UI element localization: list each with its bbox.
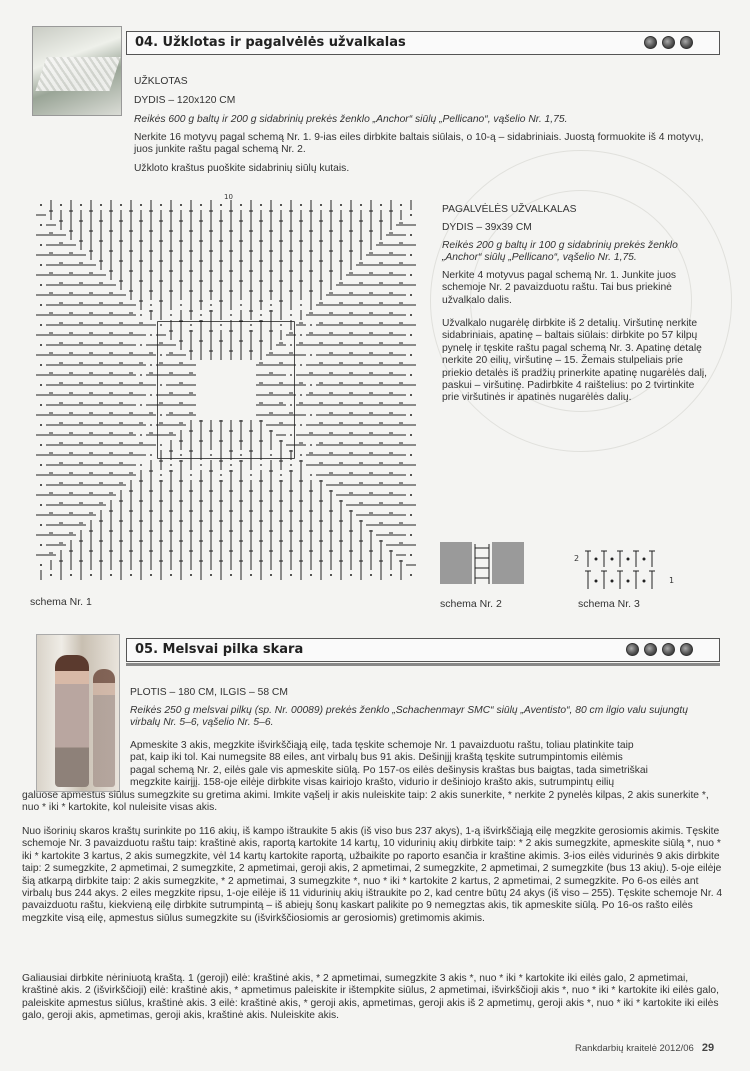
chart-symbol [250, 574, 252, 576]
chart-symbol [410, 334, 412, 336]
chart-symbol [410, 394, 412, 396]
chart-symbol [210, 304, 212, 306]
chart-symbol [40, 224, 42, 226]
chart-symbol [300, 424, 302, 426]
chart-symbol [410, 474, 412, 476]
chart-symbol [170, 464, 172, 466]
chart-symbol [380, 204, 382, 206]
chart-symbol [410, 494, 412, 496]
chart-symbol [627, 558, 629, 560]
chart-symbol [240, 204, 242, 206]
chart-symbol [290, 314, 292, 316]
chart-symbol [140, 344, 142, 346]
page-footer [575, 1042, 714, 1054]
chart-symbol [220, 324, 222, 326]
chart-symbol [320, 204, 322, 206]
chart-symbol [410, 274, 412, 276]
chart-symbol [310, 474, 312, 476]
difficulty-dot [662, 36, 675, 49]
chart-symbol [40, 484, 42, 486]
chart-symbol [410, 574, 412, 576]
chart-symbol [360, 204, 362, 206]
shawl-photo [36, 634, 120, 792]
chart-symbol [120, 204, 122, 206]
blanket-photo [32, 26, 122, 116]
chart-symbol [90, 574, 92, 576]
chart-symbol [310, 324, 312, 326]
chart-symbol [280, 324, 282, 326]
chart-symbol [150, 304, 152, 306]
shawl-intro-paragraph [130, 740, 725, 790]
chart-symbol [290, 464, 292, 466]
chart-symbol [270, 574, 272, 576]
chart-symbol [40, 244, 42, 246]
chart-symbol [180, 204, 182, 206]
blanket-size: DYDIS – 120x120 CM [134, 95, 236, 106]
shawl-size: PLOTIS – 180 CM, ILGIS – 58 CM [130, 687, 288, 698]
chart-symbol [410, 374, 412, 376]
blanket-instructions: Nerkite 16 motyvų pagal schemą Nr. 1. 9-ias eiles dirbkite baltais siūlais, o 10-ą – sidabriniais. Juostą formuokite iš 4 motyvų, juos junkite raštu pagal schemą Nr. 2. [134, 132, 704, 156]
shawl-materials: Reikės 250 g melsvai pilkų (sp. Nr. 00089) prekės ženklo „Schachenmayr SMC“ siūlų „Aventisto“, 80 cm ilgio valu sujungtų virbalų Nr. 5–6, vąšelio Nr. 5–6. [130, 705, 688, 729]
chart-symbol [230, 464, 232, 466]
difficulty-rating [644, 36, 693, 49]
chart-row-number: 1 [669, 576, 675, 585]
chart-symbol [100, 204, 102, 206]
chart-symbol [260, 314, 262, 316]
chart-symbol [330, 574, 332, 576]
pillow-back-instructions: Užvalkalo nugarėlę dirbkite iš 2 detalių. Viršutinę nerkite sidabriniais, apatinę – baltais siūlais: dirbkite po 57 kilpų pynelę ir tęskite raštu pagal schemą Nr. 3. Apatinę detalę nerkite 20 eilių, viršutinę – 15. Žemais stulpeliais prie priekio detalės iš pradžių prinerkite apatinę nugarėlės dalį, paskui – viršutinę. Padirbkite 4 raištelius: po 2 tvirtinkite prie viršutinės ir apatinės nugarėlės dalių. [442, 318, 708, 404]
chart-symbol [410, 214, 412, 216]
difficulty-dot [662, 643, 675, 656]
chart-symbol [40, 304, 42, 306]
chart-symbol [170, 314, 172, 316]
chart-symbol [40, 384, 42, 386]
chart-symbol [200, 314, 202, 316]
chart-symbol [130, 574, 132, 576]
chart-symbol [180, 454, 182, 456]
chart-symbol [300, 364, 302, 366]
chart-symbol [300, 454, 302, 456]
chart-symbol [40, 444, 42, 446]
chart-symbol [110, 574, 112, 576]
blanket-heading: UŽKLOTAS [134, 76, 188, 87]
chart-symbol [60, 204, 62, 206]
chart-symbol [50, 574, 52, 576]
section-04-title-bar [126, 31, 720, 55]
chart-symbol [80, 204, 82, 206]
shawl-edge-instructions: Nuo išorinių skaros kraštų surinkite po 116 akių, iš kampo ištraukite 5 akis (iš viso bus 237 akys), 1-ą išvirkščiąją eilę megzkite gerosiomis akimis. Tęskite schemoje Nr. 3 pavaizduotu raštu taip: kraštinė akis, raportą kartokite 14 kartų, 10 vidurinių akių dirbkite taip: * 2 akis sumegzkite, apmeskite siūlą *, nuo * iki * kartokite 3 kartus, 2 akis sumegzkite, vėl 14 kartų kartokite raportą, užbaikite po raporto esančia ir kraštine akimis. 3-ios eilės vidurinės 9 akis dirbkite taip: 2 sumegzkite, 2 apmetimai, 2 sumegzkite, 2 apmetimai, geroji akis, 2 apmetimai, 2 sumegzkite, 2 apmetimai, 2 sumegzkite (bus 13 akių). 5-oje eilėje šią atkarpą dirbkite taip: 2 akis sumegzkite, * 2 apmetimai, 3 sumegzkite *, nuo * iki * kartokite 2 kartus, 2 apmetimai, 2 sumegzkite. Po 6-os eilės ant virbalų bus 244 akys. 2 eiles megzkite ripsu, 1-oje eilėje iš 11 vidurinių akių ištraukite po 2, kad centre būtų 24 akys (iš viso – 255). Tęskite schemoje Nr. 4 pavaizduotu raštu, kiekvieną eilę dirbkite sutrumpintą – iš abiejų šonų kaskart palikite po 9 nemegztas akis, tik apmeskite siūlą. Po 16-os rašto eilės megzkite visą eilę, apmestus siūlus sumegzkite su (išvirkščiosiomis ar gerosiomis) gretimomis akimis. [22, 826, 723, 924]
chart-symbol [300, 204, 302, 206]
blanket-finishing: Užkloto kraštus puoškite sidabrinių siūlų kutais. [134, 163, 350, 174]
schema-3-caption: schema Nr. 3 [578, 598, 640, 610]
chart-symbol [410, 314, 412, 316]
chart-symbol [190, 324, 192, 326]
chart-symbol [150, 394, 152, 396]
chart-symbol [40, 204, 42, 206]
chart-symbol [300, 304, 302, 306]
chart-symbol [290, 434, 292, 436]
pillow-materials: Reikės 200 g baltų ir 100 g sidabrinių prekės ženklo „Anchor“ siūlų „Pellicano“, vąšelio Nr. 1,75. [442, 240, 678, 264]
chart-symbol [220, 204, 222, 206]
chart-symbol [250, 474, 252, 476]
chart-symbol [150, 454, 152, 456]
chart-symbol [270, 304, 272, 306]
chart-symbol [40, 424, 42, 426]
shawl-intro-continued: galuose apmestus siūlus sumegzkite su gretima akimi. Imkite vąšelį ir akis nuleiskite taip: 2 akis sunerkite, * nerkite 2 pynelės kilpas, 2 akis sunerkite *, nuo * iki * kartokite, kol nuleisite visas akis. [22, 790, 709, 814]
chart-symbol [310, 414, 312, 416]
chart-symbol [410, 554, 412, 556]
chart-symbol [140, 434, 142, 436]
chart-symbol [290, 404, 292, 406]
section-04-title: 04. Užklotas ir pagalvėlės užvalkalas [135, 35, 406, 50]
magazine-name: Rankdarbių kraitelė 2012/06 [575, 1043, 694, 1054]
chart-symbol [595, 580, 597, 582]
chart-symbol [300, 334, 302, 336]
difficulty-dot [680, 36, 693, 49]
chart-symbol [40, 564, 42, 566]
chart-symbol [400, 204, 402, 206]
chart-symbol [40, 504, 42, 506]
chart-symbol [200, 464, 202, 466]
chart-symbol [140, 404, 142, 406]
chart-symbol [160, 444, 162, 446]
chart-symbol [410, 234, 412, 236]
chart-symbol [240, 304, 242, 306]
chart-symbol [40, 284, 42, 286]
chart-symbol [220, 474, 222, 476]
chart-symbol [410, 414, 412, 416]
chart-symbol [611, 558, 613, 560]
chart-symbol [230, 574, 232, 576]
chart-symbol [150, 424, 152, 426]
difficulty-dot [644, 643, 657, 656]
text-line: pat, kaip iki tol. Kai numegsite 88 eiles, ant virbalų bus 91 akis. Dešinįjį kraštą tęskite sutrumpintomis eilėmis [130, 752, 623, 764]
chart-symbol [410, 454, 412, 456]
chart-symbol [40, 364, 42, 366]
page-number: 29 [701, 1042, 715, 1054]
schema-1-caption: schema Nr. 1 [30, 596, 92, 608]
chart-symbol [300, 394, 302, 396]
chart-symbol [410, 354, 412, 356]
chart-symbol [210, 574, 212, 576]
chart-symbol [643, 558, 645, 560]
chart-symbol [40, 264, 42, 266]
chart-symbol [180, 304, 182, 306]
crochet-chart-schema-2 [440, 540, 526, 588]
chart-symbol [40, 524, 42, 526]
chart-symbol [170, 574, 172, 576]
chart-symbol [290, 374, 292, 376]
difficulty-dot [644, 36, 657, 49]
chart-symbol [160, 384, 162, 386]
pillow-size: DYDIS – 39x39 CM [442, 222, 532, 233]
chart-symbol [595, 558, 597, 560]
chart-symbol [160, 474, 162, 476]
chart-symbol [240, 454, 242, 456]
chart-symbol [140, 464, 142, 466]
chart-symbol [140, 314, 142, 316]
chart-symbol [160, 204, 162, 206]
chart-symbol [160, 414, 162, 416]
chart-symbol [140, 204, 142, 206]
text-line: pagal schemą Nr. 2, eilės gale vis apmeskite siūlą. Po 157-os eilės dešinysis kraštas bus baigtas, tada simetriškai [130, 764, 648, 776]
pillow-front-instructions: Nerkite 4 motyvus pagal schemą Nr. 1. Junkite juos schemoje Nr. 2 pavaizduotu raštu. Tai bus priekinė užvalkalo dalis. [442, 270, 677, 306]
chart-row-number: 2 [574, 554, 580, 563]
chart-symbol [40, 324, 42, 326]
chart-symbol [40, 544, 42, 546]
chart-symbol [150, 574, 152, 576]
chart-symbol [627, 580, 629, 582]
chart-symbol [350, 574, 352, 576]
chart-symbol [310, 384, 312, 386]
chart-symbol [260, 464, 262, 466]
chart-symbol [370, 574, 372, 576]
shawl-lace-edge-instructions: Galiausiai dirbkite nėriniuotą kraštą. 1 (geroji) eilė: kraštinė akis, * 2 apmetimai, sumegzkite 3 akis *, nuo * iki * kartokite iki eilės galo, 2 apmetimai, kraštinė akis. 2 (išvirkščioji) eilė: kraštinė akis, * apmetimus paleiskite ir ištempkite siūlus, 2 apmetimai, išvirkščioji akis *, nuo * iki * kartokite iki eilės galo, paleiskite apmestus siūlus, kraštinė akis. 3 eilė: kraštinė akis, * geroji akis, apmetimas, geroji akis iš 2 apmetimų, geroji akis *, nuo * iki * kartokite iki eilės galo, geroji akis, apmetimas, geroji akis, kraštinė akis. Nuleiskite akis. [22, 973, 719, 1022]
crochet-chart-schema-1 [28, 190, 424, 590]
chart-symbol [310, 444, 312, 446]
chart-symbol [160, 324, 162, 326]
chart-symbol [150, 334, 152, 336]
chart-symbol [200, 204, 202, 206]
chart-symbol [190, 574, 192, 576]
chart-symbol [310, 574, 312, 576]
chart-symbol [210, 454, 212, 456]
chart-symbol [410, 254, 412, 256]
section-05-title-bar [126, 638, 720, 662]
chart-symbol [280, 204, 282, 206]
chart-symbol [40, 344, 42, 346]
section-05-title: 05. Melsvai pilka skara [135, 642, 304, 657]
section-divider [126, 663, 720, 666]
chart-symbol [40, 404, 42, 406]
chart-symbol [40, 464, 42, 466]
text-line: megzkite kairįjį. 158-oje eilėje dirbkite visas kairiojo krašto, vidurio ir dešiniojo krašto akis, sutrumpintų eilių [130, 777, 615, 789]
chart-symbol [140, 374, 142, 376]
chart-symbol [410, 434, 412, 436]
chart-symbol [280, 474, 282, 476]
chart-symbol [390, 574, 392, 576]
chart-symbol [260, 204, 262, 206]
schema-2-caption: schema Nr. 2 [440, 598, 502, 610]
chart-symbol [410, 294, 412, 296]
chart-symbol [70, 574, 72, 576]
chart-symbol [230, 314, 232, 316]
chart-symbol [270, 454, 272, 456]
chart-symbol [158, 322, 295, 459]
difficulty-rating [626, 643, 693, 656]
chart-symbol [290, 344, 292, 346]
chart-symbol [190, 474, 192, 476]
blanket-materials: Reikės 600 g baltų ir 200 g sidabrinių prekės ženklo „Anchor“ siūlų „Pellicano“, vąšelio Nr. 1,75. [134, 114, 568, 125]
chart-symbol [643, 580, 645, 582]
crochet-chart-schema-3 [572, 545, 682, 595]
chart-symbol [290, 574, 292, 576]
chart-symbol [150, 364, 152, 366]
chart-row-number: 10 [224, 193, 233, 201]
chart-symbol [310, 354, 312, 356]
chart-symbol [611, 580, 613, 582]
text-line: Apmeskite 3 akis, megzkite išvirkščiąją eilę, tada tęskite schemoje Nr. 1 pavaizduotu raštu, toliau platinkite taip [130, 740, 634, 751]
chart-symbol [410, 514, 412, 516]
difficulty-dot [626, 643, 639, 656]
chart-symbol [410, 534, 412, 536]
pillow-heading: PAGALVĖLĖS UŽVALKALAS [442, 204, 577, 215]
difficulty-dot [680, 643, 693, 656]
chart-symbol [160, 354, 162, 356]
chart-symbol [340, 204, 342, 206]
chart-symbol [250, 324, 252, 326]
